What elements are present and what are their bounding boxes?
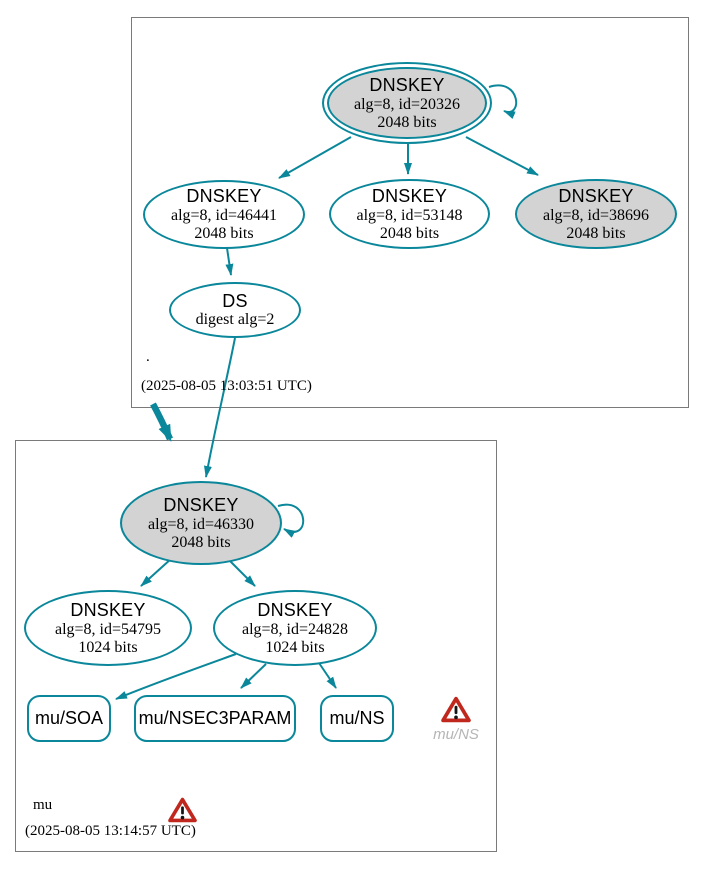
rrset-label: mu/NSEC3PARAM: [138, 708, 292, 728]
node-dnskey-20326: [322, 62, 492, 144]
node-title: DNSKEY: [371, 185, 448, 206]
node-detail: alg=8, id=46441: [170, 207, 278, 224]
node-bits: 2048 bits: [194, 225, 254, 242]
rrset-mu-nsec3param: [134, 695, 296, 742]
node-detail: alg=8, id=46330: [147, 515, 255, 533]
node-dnskey-38696: [515, 179, 677, 249]
node-bits: 2048 bits: [566, 224, 626, 242]
node-title: DNSKEY: [369, 74, 445, 95]
node-detail: alg=8, id=38696: [542, 206, 650, 224]
node-detail: digest alg=2: [195, 311, 275, 328]
rrset-label: mu/SOA: [34, 708, 104, 728]
node-dnskey-54795: [24, 590, 192, 666]
rrset-mu-soa: [27, 695, 111, 742]
node-dnskey-24828: [213, 590, 377, 666]
warning-icon: [168, 797, 197, 823]
node-bits: 1024 bits: [265, 638, 325, 656]
node-detail: alg=8, id=54795: [54, 620, 162, 638]
node-bits: 1024 bits: [78, 638, 138, 656]
node-bits: 2048 bits: [171, 533, 231, 551]
zone-name-root: .: [146, 349, 150, 365]
node-bits: 2048 bits: [377, 113, 437, 131]
warning-icon: [441, 696, 471, 723]
missing-rrset-label-mu-ns: mu/NS: [433, 726, 479, 743]
node-detail: alg=8, id=20326: [353, 95, 461, 113]
node-dnskey-46330: [120, 481, 282, 565]
node-title: DNSKEY: [70, 599, 146, 620]
node-detail: alg=8, id=53148: [356, 206, 463, 224]
node-title: DNSKEY: [558, 185, 634, 206]
zone-timestamp-mu: (2025-08-05 13:14:57 UTC): [25, 823, 196, 839]
node-title: DNSKEY: [257, 599, 333, 620]
node-bits: 2048 bits: [379, 224, 440, 242]
node-detail: alg=8, id=24828: [241, 620, 349, 638]
node-title: DNSKEY: [163, 494, 239, 515]
zone-timestamp-root: (2025-08-05 13:03:51 UTC): [141, 378, 312, 394]
node-dnskey-53148: [329, 179, 490, 249]
zone-name-mu: mu: [33, 797, 53, 813]
rrset-mu-ns: [320, 695, 394, 742]
node-title: DNSKEY: [186, 186, 262, 206]
node-title: DS: [222, 291, 248, 311]
node-dnskey-46441: [143, 180, 305, 249]
edge-delegation-root-to-mu: [153, 404, 170, 439]
rrset-label: mu/NS: [329, 708, 385, 728]
node-ds-root: [169, 282, 301, 338]
